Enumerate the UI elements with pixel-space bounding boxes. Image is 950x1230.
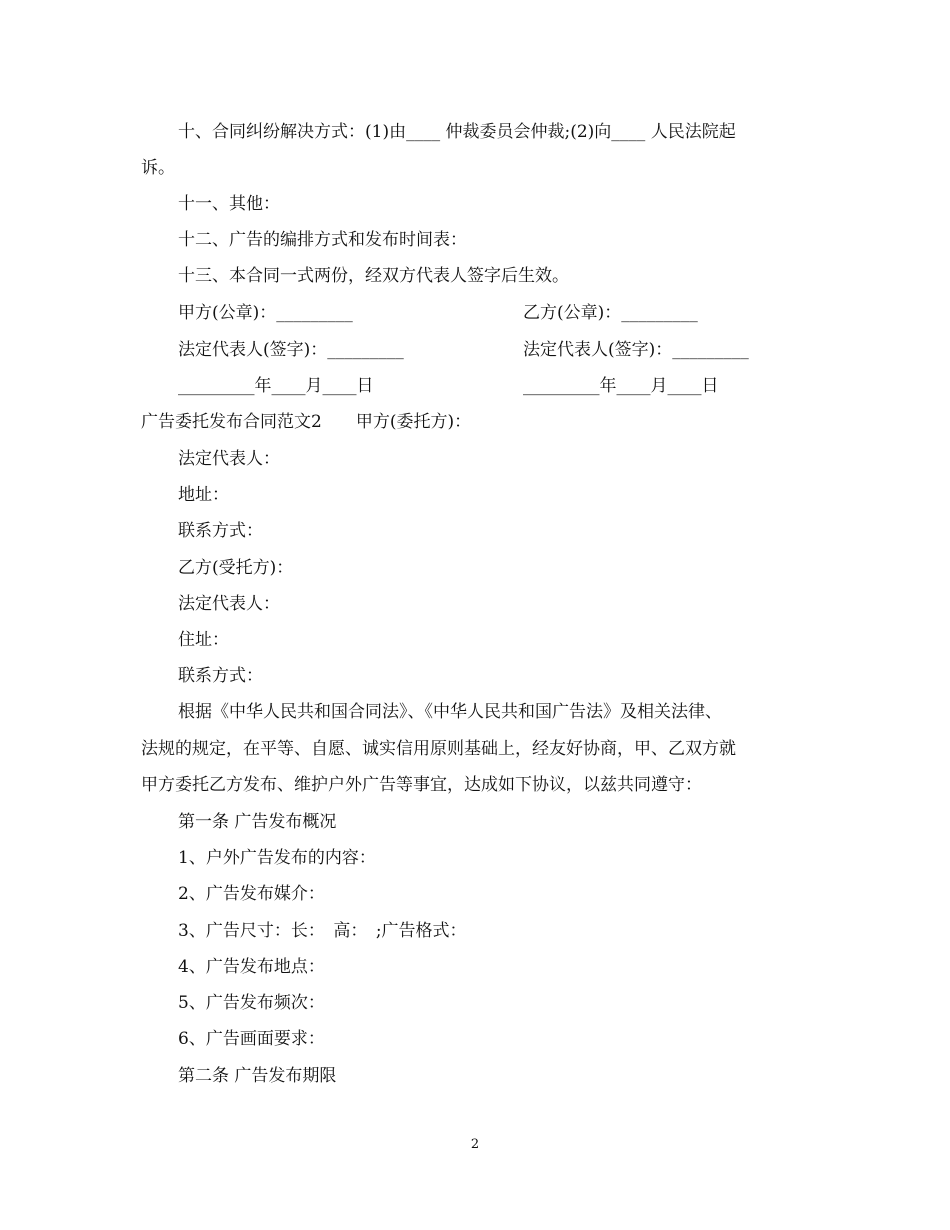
- party-line: 联系方式：: [178, 666, 263, 686]
- article-1-heading: 第一条 广告发布概况: [178, 812, 337, 832]
- clause-item: 5、广告发布频次：: [178, 993, 325, 1013]
- clause-11: 十一、其他：: [178, 194, 280, 214]
- clause-item: 2、广告发布媒介：: [178, 884, 325, 904]
- party-line: 乙方(受托方)：: [178, 558, 294, 578]
- party-line: 地址：: [178, 485, 229, 505]
- clause-item: 6、广告画面要求：: [178, 1029, 325, 1049]
- clause-10-line-2: 诉。: [141, 158, 175, 178]
- party-b-seal: 乙方(公章)：_________: [523, 303, 698, 323]
- preamble-line-3: 甲方委托乙方发布、维护户外广告等事宜，达成如下协议，以兹共同遵守：: [141, 775, 702, 795]
- party-line: 联系方式：: [178, 521, 263, 541]
- article-2-heading: 第二条 广告发布期限: [178, 1066, 337, 1086]
- clause-13: 十三、本合同一式两份，经双方代表人签字后生效。: [178, 266, 569, 286]
- party-line: 住址：: [178, 630, 229, 650]
- preamble-line-2: 法规的规定，在平等、自愿、诚实信用原则基础上，经友好协商，甲、乙双方就: [141, 739, 736, 759]
- clause-item: 1、户外广告发布的内容：: [178, 848, 376, 868]
- clause-item: 4、广告发布地点：: [178, 957, 325, 977]
- party-a-representative: 法定代表人(签字)：_________: [178, 340, 404, 360]
- preamble-line-1: 根据《中华人民共和国合同法》、《中华人民共和国广告法》及相关法律、: [178, 702, 722, 722]
- party-a-date: _________年____月____日: [178, 376, 374, 396]
- page-number: 2: [470, 1137, 480, 1152]
- clause-12: 十二、广告的编排方式和发布时间表：: [178, 230, 467, 250]
- clause-10-line-1: 十、合同纠纷解决方式：(1)由____ 仲裁委员会仲裁;(2)向____ 人民法院起: [178, 122, 736, 142]
- section-2-heading: 广告委托发布合同范文2 甲方(委托方)：: [141, 412, 472, 432]
- party-line: 法定代表人：: [178, 449, 280, 469]
- party-line: 法定代表人：: [178, 594, 280, 614]
- party-b-date: _________年____月____日: [523, 376, 719, 396]
- clause-item: 3、广告尺寸：长： 高： ;广告格式：: [178, 921, 467, 941]
- party-a-seal: 甲方(公章)：_________: [178, 303, 353, 323]
- party-b-representative: 法定代表人(签字)：_________: [523, 340, 749, 360]
